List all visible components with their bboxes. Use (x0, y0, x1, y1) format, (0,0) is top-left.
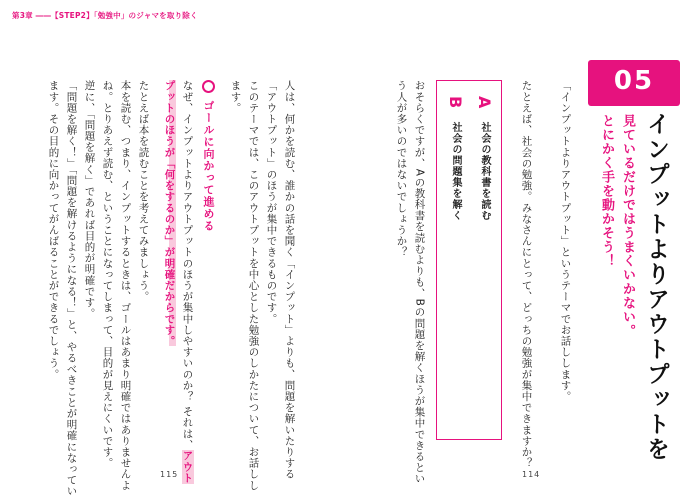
running-header: 第3章 ――【STEP2】「勉強中」のジャマを取り除く (12, 11, 198, 20)
body-line: 逆に、「問題を解く」であれば目的が明確です。 (83, 80, 96, 319)
highlight-text: アウト (181, 450, 194, 484)
option-a-text: 社会の教科書を読む (479, 122, 490, 221)
option-a-letter: A (475, 96, 494, 109)
page-subtitle-line-1: 見ているだけではうまくいかない。 (620, 114, 635, 338)
body-line (164, 80, 175, 346)
page-title: インプットよりアウトプットを (643, 112, 669, 462)
option-b-text: 社会の問題集を解く (450, 122, 461, 221)
page-number-right: 114 (522, 470, 541, 479)
body-text: なぜ、インプットよりアウトプットのほうが集中しやすいのか？ それは、 (181, 80, 194, 451)
body-line: たとえば本を読むことを考えてみましょう。 (137, 80, 150, 302)
section-circle-icon (202, 80, 215, 93)
chapter-number: 05 (613, 66, 655, 96)
body-line: ます。その目的に向かってがんばることができるでしょう。 (47, 80, 60, 380)
body-line: このテーマでは、このアウトプットを中心とした勉強のしかたについて、お話しし (247, 80, 260, 491)
body-line: 「問題を解く！」「問題を解けるようになる！」と、やるべきことが明確になってい (65, 80, 78, 497)
body-line: たとえば、社会の勉強。みなさんにとって、どっちの勉強が集中できますか？ (520, 80, 533, 469)
options-box (436, 80, 502, 440)
page-number-left: 115 (160, 470, 179, 479)
body-line: 「インプットよりアウトプット」というテーマでお話しします。 (559, 80, 572, 402)
section-heading: ゴールに向かって進める (202, 100, 215, 232)
body-line: 人は、何かを読む、誰かの話を聞く「インプット」よりも、問題を解いたりする (283, 80, 296, 480)
body-line: 本を読む、つまり、インプットするときは、ゴールはあまり明確ではありませんよ (119, 80, 132, 491)
chapter-number-badge (588, 60, 680, 106)
body-line: う人が多いのではないでしょうか？ (395, 80, 408, 258)
page-subtitle-line-2: とにかく手を動かそう！ (599, 114, 614, 268)
body-line: ね。とりあえず読む、ということになってしまって、目的が見えにくいです。 (101, 80, 114, 469)
body-line: 「アウトプット」のほうが集中できるものです。 (265, 80, 278, 325)
body-line: ます。 (229, 80, 242, 114)
option-b-letter: B (446, 96, 465, 109)
highlight-text: プットのほうが「何をするのか」が明確だからです。 (163, 80, 176, 347)
body-line: おそらくですが、Aの教科書を読むよりも、Bの問題を解くほうが集中できるとい (413, 80, 426, 485)
body-line (182, 80, 193, 484)
